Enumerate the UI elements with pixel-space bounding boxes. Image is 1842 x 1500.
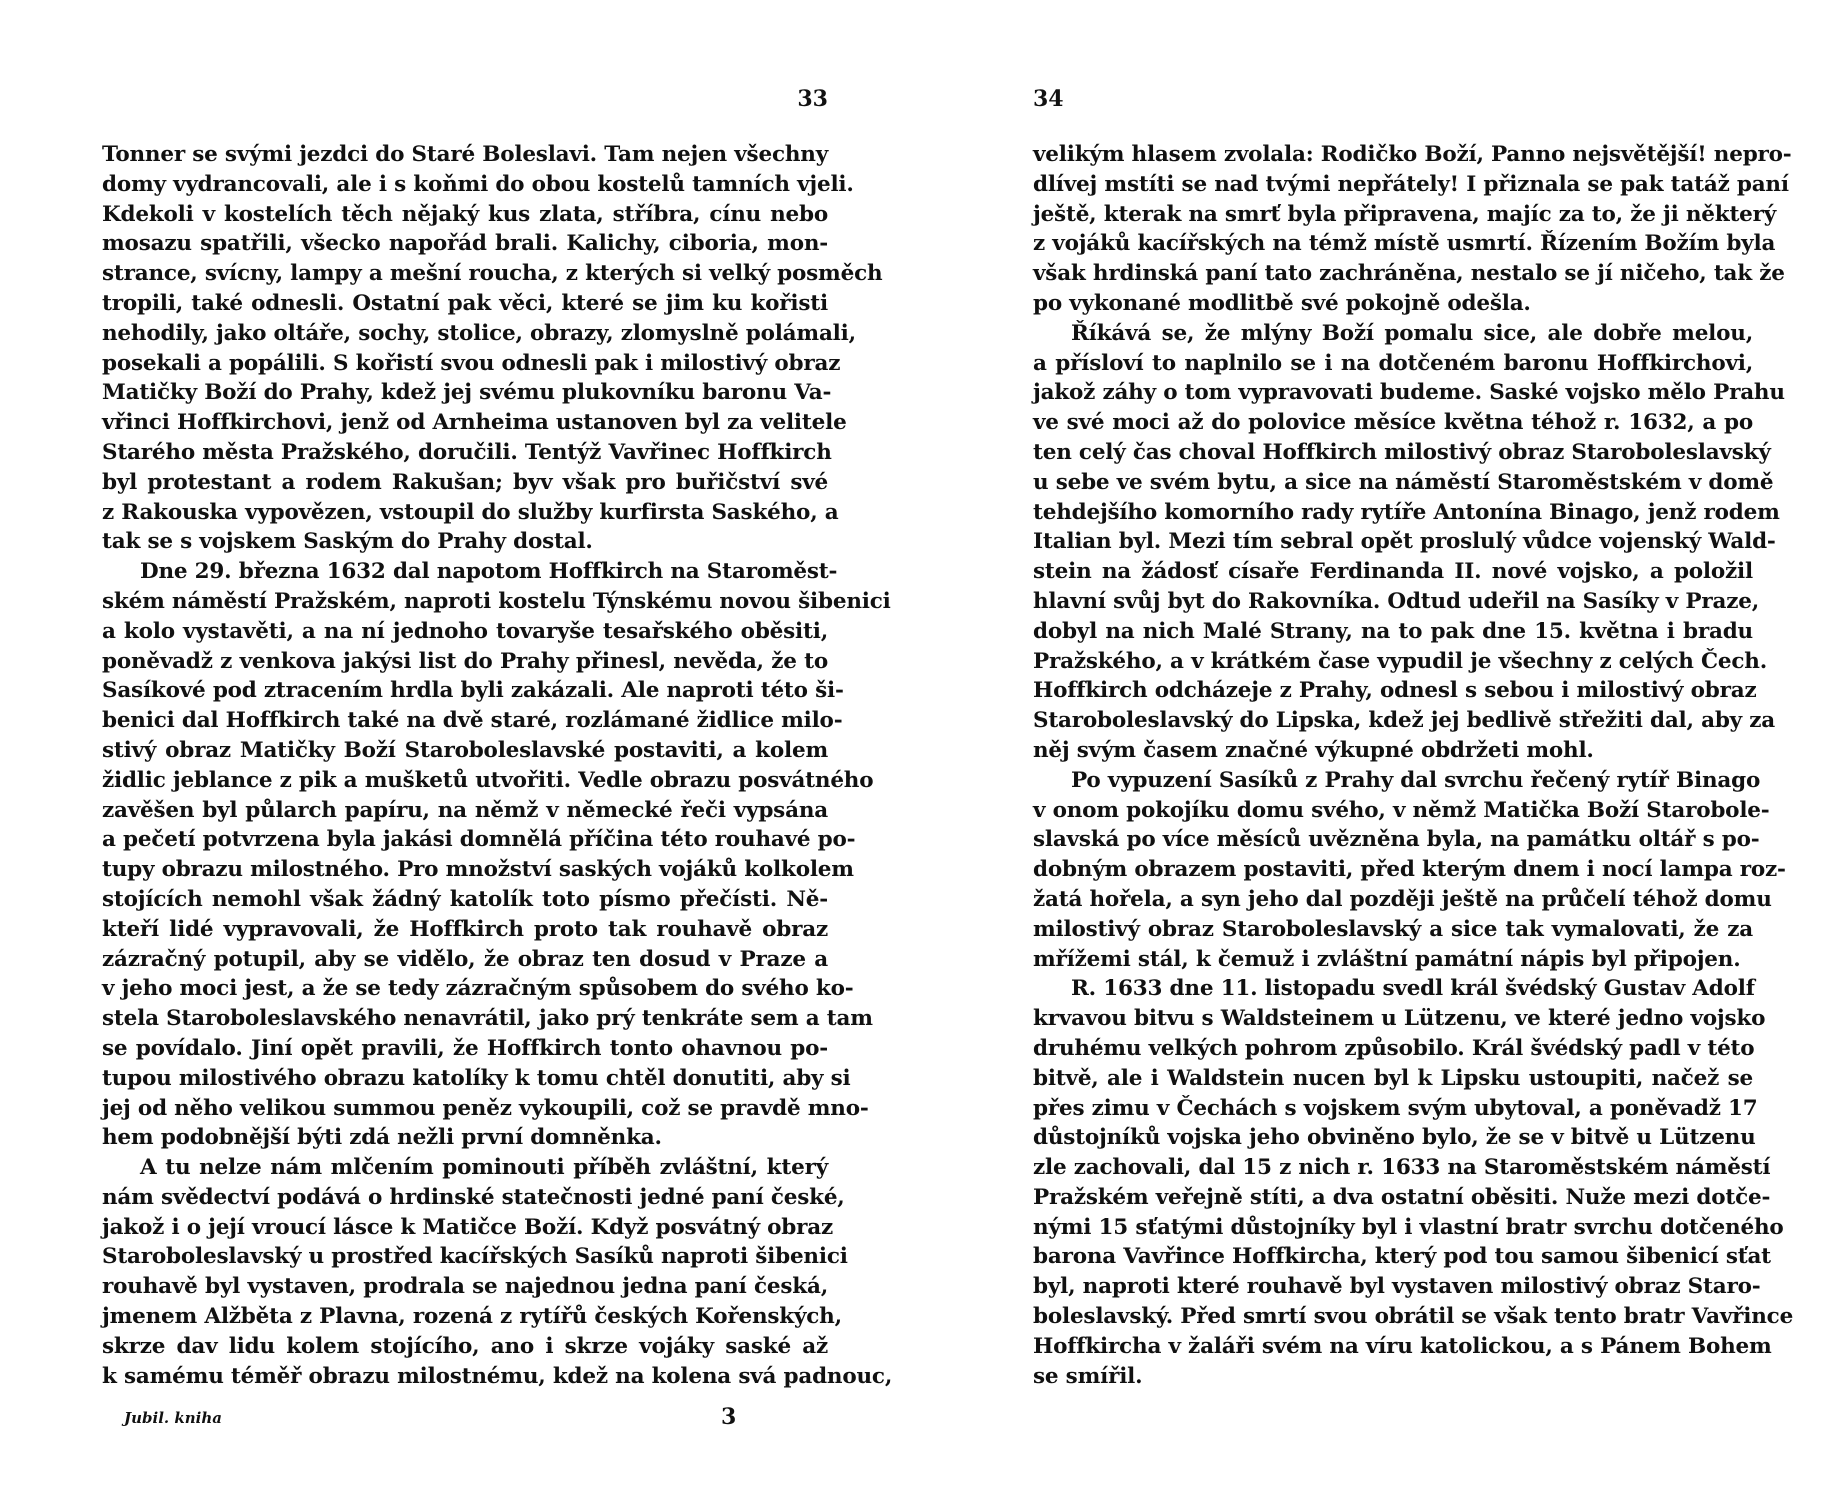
text-line: tak se s vojskem Saským do Prahy dostal. <box>102 529 593 555</box>
text-line: něj svým časem značné výkupné obdržeti mohl. <box>1033 737 1594 763</box>
text-line: A tu nelze nám mlčením pominouti příběh zvláštní, který <box>140 1155 828 1181</box>
text-line: vřinci Hoffkirchovi, jenž od Arnheima ustanoven byl za velitele <box>102 410 847 436</box>
page-footer <box>124 1404 828 1430</box>
page-body <box>102 140 893 1391</box>
text-line: k samému téměř obrazu milostnému, kdež na kolena svá padnouc, <box>102 1363 893 1389</box>
text-line: Matičky Boží do Prahy, kdež jej svému plukovníku baronu Va- <box>102 380 832 406</box>
text-line: se povídalo. Jiní opět pravili, že Hoffkirch tonto ohavnou po- <box>102 1035 828 1061</box>
text-line: dobným obrazem postaviti, před kterým dnem i nocí lampa roz- <box>1033 857 1786 883</box>
text-line: se smířil. <box>1033 1363 1143 1389</box>
text-line: Hoffkircha v žaláři svém na víru katolickou, a s Pánem Bohem <box>1033 1333 1772 1359</box>
page-number: 34 <box>1033 86 1064 112</box>
text-line: stela Staroboleslavského nenavrátil, jako prý tenkráte sem a tam <box>102 1006 873 1032</box>
text-line: dlívej mstíti se nad tvými nepřátely! I přiznala se pak tatáž paní <box>1033 171 1789 197</box>
text-line: a pečetí potvrzena byla jakási domnělá příčina této rouhavé po- <box>102 827 856 853</box>
page-number: 33 <box>797 86 828 112</box>
text-line: Tonner se svými jezdci do Staré Boleslavi. Tam nejen všechny <box>102 142 828 167</box>
text-line: posekali a popálili. S kořistí svou odnesli pak i milostivý obraz <box>102 350 841 376</box>
text-line: krvavou bitvu s Waldsteinem u Lützenu, ve které jedno vojsko <box>1033 1006 1766 1032</box>
text-line: zavěšen byl půlarch papíru, na němž v německé řeči vypsána <box>102 797 828 823</box>
text-line: jej od něho velikou summou peněz vykoupili, což se pravdě mno- <box>102 1095 869 1121</box>
text-line: Pražského, a v krátkém čase vypudil je všechny z celých Čech. <box>1033 648 1768 674</box>
text-line: tehdejšího komorního rady rytíře Antonína Binago, jenž rodem <box>1033 499 1780 525</box>
text-line: rouhavě byl vystaven, prodrala se najednou jedna paní česká, <box>102 1274 828 1300</box>
text-line: ještě, kterak na smrť byla připravena, majíc za to, že ji některý <box>1033 201 1777 227</box>
text-line: důstojníků vojska jeho obviněno bylo, že se v bitvě u Lützenu <box>1033 1125 1756 1151</box>
text-line: domy vydrancovali, ale i s koňmi do obou kostelů tamních vjeli. <box>102 171 854 197</box>
text-line: poněvadž z venkova jakýsi list do Prahy přinesl, nevěda, že to <box>102 648 828 674</box>
text-line: mřížemi stál, k čemuž i zvláštní památní nápis byl připojen. <box>1033 946 1741 972</box>
text-line: milostivý obraz Staroboleslavský a sice tak vymalovati, že za <box>1033 916 1753 942</box>
text-line: a přísloví to naplnilo se i na dotčeném baronu Hoffkirchovi, <box>1033 350 1753 376</box>
text-line: byl, naproti které rouhavě byl vystaven milostivý obraz Staro- <box>1033 1274 1761 1300</box>
text-line: mosazu spatřili, všecko napořád brali. Kalichy, ciboria, mon- <box>102 231 828 257</box>
text-line: stein na žádosť císaře Ferdinanda II. nové vojsko, a položil <box>1033 559 1753 585</box>
text-line: nehodily, jako oltáře, sochy, stolice, obrazy, zlomyslně polámali, <box>102 320 856 346</box>
text-line: Staroboleslavský u prostřed kacířských Sasíků naproti šibenici <box>102 1244 848 1270</box>
text-line: slavská po více měsíců uvězněna byla, na památku oltář s po- <box>1033 827 1760 853</box>
text-line: jakož i o její vroucí lásce k Matičce Boží. Když posvátný obraz <box>102 1214 834 1240</box>
sheet-number: 3 <box>721 1404 737 1430</box>
text-line: zázračný potupil, aby se vidělo, že obraz ten dosud v Praze a <box>102 946 828 972</box>
printer-signature: Jubil. kniha <box>124 1409 222 1427</box>
text-line: kteří lidé vypravovali, že Hoffkirch proto tak rouhavě obraz <box>102 916 828 942</box>
text-line: strance, svícny, lampy a mešní roucha, z kterých si velký posměch <box>102 261 883 287</box>
text-line: v onom pokojíku domu svého, v němž Matička Boží Starobole- <box>1033 797 1770 823</box>
right-page <box>1033 0 1794 1500</box>
text-line: Sasíkové pod ztracením hrdla byli zakázali. Ale naproti této ši- <box>102 678 844 704</box>
text-line: žatá hořela, a syn jeho dal později ještě na průčelí téhož domu <box>1033 886 1772 912</box>
text-line: nám svědectví podává o hrdinské statečnosti jedné paní české, <box>102 1184 845 1210</box>
text-line: Pražském veřejně stíti, a dva ostatní oběsiti. Nuže mezi dotče- <box>1033 1184 1771 1210</box>
text-line: R. 1633 dne 11. listopadu svedl král švédský Gustav Adolf <box>1071 976 1755 1002</box>
text-line: Dne 29. března 1632 dal napotom Hoffkirch na Staroměst- <box>140 559 838 585</box>
text-line: u sebe ve svém bytu, a sice na náměstí Staroměstském v domě <box>1033 469 1774 495</box>
text-line: stivý obraz Matičky Boží Staroboleslavské postaviti, a kolem <box>102 737 828 763</box>
text-line: po vykonané modlitbě své pokojně odešla. <box>1033 290 1531 316</box>
text-line: byl protestant a rodem Rakušan; byv však pro buřičství své <box>102 469 828 495</box>
text-line: barona Vavřince Hoffkircha, který pod tou samou šibenicí sťat <box>1033 1244 1771 1270</box>
text-line: tupou milostivého obrazu katolíky k tomu chtěl donutiti, aby si <box>102 1065 851 1091</box>
text-line: ském náměstí Pražském, naproti kostelu Týnskému novou šibenici <box>102 588 891 614</box>
page-body <box>1033 140 1794 1391</box>
text-line: jmenem Alžběta z Plavna, rozená z rytířů českých Kořenských, <box>102 1304 842 1330</box>
text-line: Po vypuzení Sasíků z Prahy dal svrchu řečený rytíř Binago <box>1071 767 1761 793</box>
text-line: přes zimu v Čechách s vojskem svým ubytoval, a poněvadž 17 <box>1033 1095 1758 1121</box>
text-line: však hrdinská paní tato zachráněna, nestalo se jí ničeho, tak že <box>1033 261 1785 287</box>
text-line: tupy obrazu milostného. Pro množství saských vojáků kolkolem <box>102 857 854 883</box>
text-line: velikým hlasem zvolala: Rodičko Boží, Panno nejsvětější! nepro- <box>1033 142 1792 167</box>
text-line: tropili, také odnesli. Ostatní pak věci, které se jim ku kořisti <box>102 290 828 316</box>
text-line: Starého města Pražského, doručili. Tentýž Vavřinec Hoffkirch <box>102 439 832 465</box>
text-line: ve své moci až do polovice měsíce května téhož r. 1632, a po <box>1033 410 1753 436</box>
text-line: dobyl na nich Malé Strany, na to pak dne 15. května i bradu <box>1033 618 1753 644</box>
text-line: boleslavský. Před smrtí svou obrátil se však tento bratr Vavřince <box>1033 1304 1794 1330</box>
text-line: Říkává se, že mlýny Boží pomalu sice, ale dobře melou, <box>1071 320 1753 346</box>
text-line: Staroboleslavský do Lipska, kdež jej bedlivě střežiti dal, aby za <box>1033 708 1775 734</box>
text-line: benici dal Hoffkirch také na dvě staré, rozlámané židlice milo- <box>102 708 843 734</box>
text-line: z Rakouska vypovězen, vstoupil do služby kurfirsta Saského, a <box>102 499 839 525</box>
text-line: stojících nemohl však žádný katolík toto písmo přečísti. Ně- <box>102 886 828 912</box>
text-line: jakož záhy o tom vypravovati budeme. Saské vojsko mělo Prahu <box>1033 380 1785 406</box>
text-line: nými 15 sťatými důstojníky byl i vlastní bratr svrchu dotčeného <box>1033 1214 1784 1240</box>
text-line: Hoffkirch odcházeje z Prahy, odnesl s sebou i milostivý obraz <box>1033 678 1757 704</box>
text-line: a kolo vystavěti, a na ní jednoho tovaryše tesařského oběsiti, <box>102 618 828 644</box>
left-page <box>102 0 893 1500</box>
text-line: zle zachovali, dal 15 z nich r. 1633 na Staroměstském náměstí <box>1033 1155 1771 1181</box>
text-line: v jeho moci jest, a že se tedy zázračným spůsobem do svého ko- <box>102 976 854 1002</box>
text-line: druhému velkých pohrom způsobilo. Král švédský padl v této <box>1033 1035 1755 1061</box>
text-line: bitvě, ale i Waldstein nucen byl k Lipsku ustoupiti, načež se <box>1033 1065 1753 1091</box>
text-line: ten celý čas choval Hoffkirch milostivý obraz Staroboleslavský <box>1033 439 1771 465</box>
text-line: hlavní svůj byt do Rakovníka. Odtud udeřil na Sasíky v Praze, <box>1033 588 1759 614</box>
text-line: z vojáků kacířských na témž místě usmrtí. Řízením Božím byla <box>1033 231 1776 257</box>
text-line: Kdekoli v kostelích těch nějaký kus zlata, stříbra, cínu nebo <box>102 201 828 227</box>
text-line: židlic jeblance z pik a mušketů utvořiti. Vedle obrazu posvátného <box>102 767 874 793</box>
text-line: Italian byl. Mezi tím sebral opět proslulý vůdce vojenský Wald- <box>1033 529 1776 555</box>
text-line: skrze dav lidu kolem stojícího, ano i skrze vojáky saské až <box>102 1333 828 1359</box>
text-line: hem podobnější býti zdá nežli první domněnka. <box>102 1125 662 1151</box>
